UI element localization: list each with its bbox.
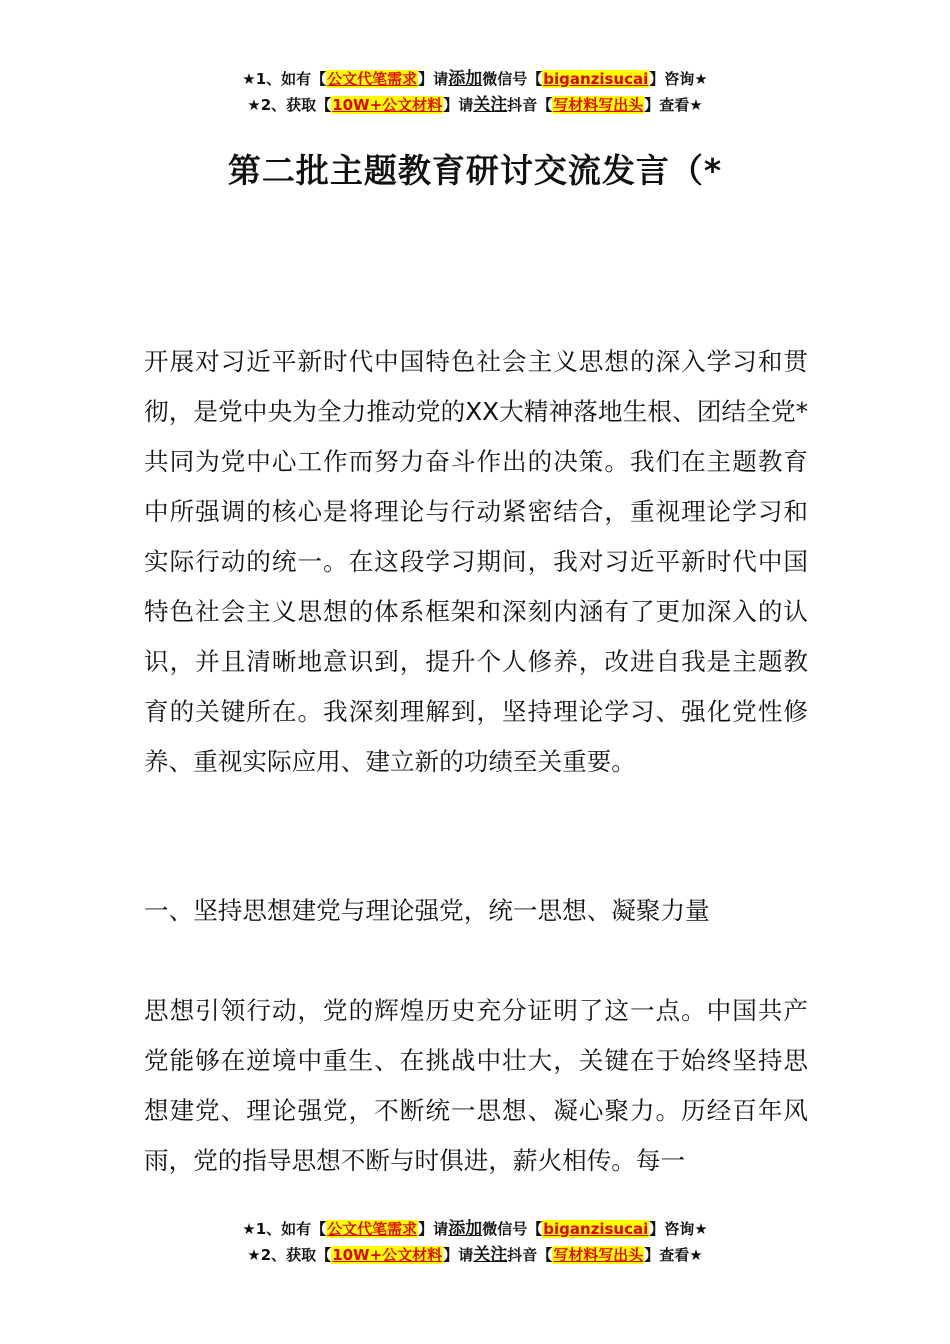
promo-line-2 (0, 1242, 950, 1268)
body-paragraph-1: 开展对习近平新时代中国特色社会主义思想的深入学习和贯彻，是党中央为全力推动党的XX大精神落地生根、团结全党*共同为党中心工作而努力奋斗作出的决策。我们在主题教育中所强调的核心是将理论与行动紧密结合，重视理论学习和实际行动的统一。在这段学习期间，我对习近平新时代中国特色社会主义思想的体系框架和深刻内涵有了更加深入的认识，并且清晰地意识到，提升个人修养，改进自我是主题教育的关键所在。我深刻理解到，坚持理论学习、强化党性修养、重视实际应用、建立新的功绩至关重要。 (144, 347, 808, 776)
promo-highlight: 公文代笔需求 (327, 1220, 418, 1238)
promo-text: 抖音【 (507, 96, 553, 114)
promo-highlight: biganzisucai (543, 1220, 649, 1238)
promo-underline: 添加 (448, 69, 483, 89)
promo-text: 抖音【 (507, 1246, 553, 1264)
promo-text: ★2、获取【 (247, 96, 332, 114)
promo-text: ★2、获取【 (247, 1246, 332, 1264)
document-title: 第二批主题教育研讨交流发言（* (227, 151, 723, 190)
promo-text: 】咨询★ (649, 1220, 708, 1238)
promo-text: 】请 (443, 1246, 474, 1264)
promo-text: 】查看★ (644, 1246, 703, 1264)
promo-line-1 (0, 66, 950, 92)
promo-text: 微信号【 (482, 1220, 543, 1238)
promo-highlight: 10W+公文材料 (332, 96, 443, 114)
promo-text: ★1、如有【 (242, 70, 327, 88)
promo-underline: 关注 (473, 1245, 508, 1265)
promo-banner-bottom (0, 1216, 950, 1268)
promo-line-1 (0, 1216, 950, 1242)
body-paragraph-2: 思想引领行动，党的辉煌历史充分证明了这一点。中国共产党能够在逆境中重生、在挑战中壮大，关键在于始终坚持思想建党、理论强党，不断统一思想、凝心聚力。历经百年风雨，党的指导思想不断与时俱进，薪火相传。每一 (144, 996, 808, 1175)
promo-line-2 (0, 92, 950, 118)
promo-highlight: 写材料写出头 (553, 96, 644, 114)
promo-text: 】请 (418, 70, 449, 88)
section-heading-1: 一、坚持思想建党与理论强党，统一思想、凝聚力量 (144, 896, 710, 925)
promo-banner-top (0, 66, 950, 118)
promo-highlight: 公文代笔需求 (327, 70, 418, 88)
promo-text: 】查看★ (644, 96, 703, 114)
promo-text: 】咨询★ (649, 70, 708, 88)
promo-highlight: 10W+公文材料 (332, 1246, 443, 1264)
promo-text: 】请 (418, 1220, 449, 1238)
promo-underline: 添加 (448, 1219, 483, 1239)
promo-highlight: 写材料写出头 (553, 1246, 644, 1264)
promo-text: ★1、如有【 (242, 1220, 327, 1238)
promo-highlight: biganzisucai (543, 70, 649, 88)
promo-underline: 关注 (473, 95, 508, 115)
promo-text: 微信号【 (482, 70, 543, 88)
promo-text: 】请 (443, 96, 474, 114)
